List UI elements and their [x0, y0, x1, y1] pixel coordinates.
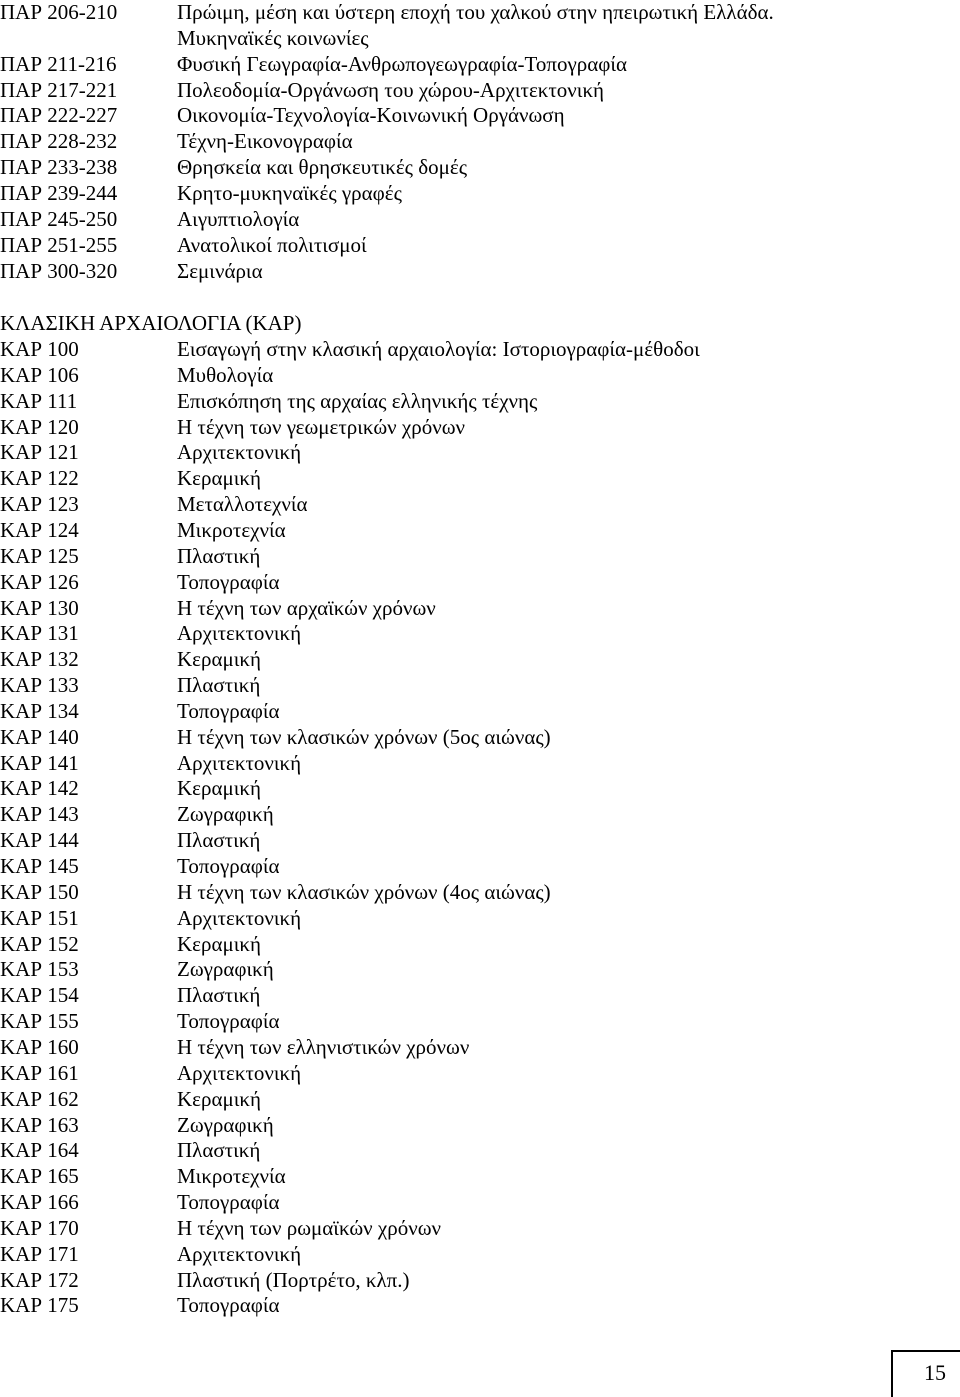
course-code: ΚΑΡ 144: [0, 828, 79, 853]
course-code: ΚΑΡ 145: [0, 854, 79, 878]
course-code: ΚΑΡ 175: [0, 1293, 79, 1318]
course-title: Πλαστική: [177, 673, 261, 698]
course-title: Τοπογραφία: [177, 698, 280, 723]
course-title: Τέχνη-Εικονογραφία: [177, 129, 353, 154]
course-code: ΠΑΡ 206-210: [0, 0, 118, 24]
course-title: Ζωγραφική: [177, 957, 274, 982]
course-code: ΚΑΡ 111: [0, 388, 78, 413]
course-code: ΚΑΡ 150: [0, 879, 79, 904]
course-code: ΚΑΡ 166: [0, 1190, 79, 1215]
course-code: ΚΑΡ 155: [0, 1009, 79, 1034]
course-code: ΚΑΡ 164: [0, 1138, 79, 1163]
course-title: Πλαστική (Πορτρέτο, κλπ.): [177, 1267, 410, 1292]
course-title: Ανατολικοί πολιτισμοί: [177, 232, 367, 257]
course-code: ΚΑΡ 165: [0, 1164, 79, 1189]
course-code: ΚΑΡ 126: [0, 569, 79, 594]
page-number: 15: [891, 1350, 960, 1397]
course-code: ΠΑΡ 233-238: [0, 155, 118, 180]
course-title: Μεταλλοτεχνία: [177, 492, 308, 517]
course-title: Τοπογραφία: [177, 569, 280, 594]
course-title: Μικροτεχνία: [177, 1164, 286, 1189]
course-code: ΚΑΡ 122: [0, 466, 79, 491]
course-title: Μυθολογία: [177, 362, 274, 387]
course-title: Επισκόπηση της αρχαίας ελληνικής τέχνης: [177, 388, 538, 413]
course-code: ΚΑΡ 141: [0, 750, 79, 775]
course-title: Αρχιτεκτονική: [177, 440, 302, 465]
course-title: Οικονομία-Τεχνολογία-Κοινωνική Οργάνωση: [177, 103, 565, 128]
course-title: Τοπογραφία: [177, 1190, 280, 1215]
course-title: Εισαγωγή στην κλασική αρχαιολογία: Ιστοριογραφία-μέθοδοι: [177, 337, 700, 361]
course-title: Πλαστική: [177, 543, 261, 568]
section-heading: ΚΛΑΣΙΚΗ ΑΡΧΑΙΟΛΟΓΙΑ (ΚΑΡ): [0, 311, 302, 335]
course-code: ΠΑΡ 251-255: [0, 232, 118, 257]
course-code: ΠΑΡ 245-250: [0, 206, 118, 231]
course-code: ΚΑΡ 163: [0, 1112, 79, 1137]
course-title: Πλαστική: [177, 983, 261, 1008]
course-title: Τοπογραφία: [177, 854, 280, 878]
course-title: Σεμινάρια: [177, 258, 263, 283]
course-title: Αρχιτεκτονική: [177, 750, 302, 775]
course-code: ΚΑΡ 130: [0, 595, 79, 620]
course-title: Πολεοδομία-Οργάνωση του χώρου-Αρχιτεκτονική: [177, 77, 605, 102]
course-title: Τοπογραφία: [177, 1009, 280, 1034]
course-code: ΠΑΡ 217-221: [0, 77, 118, 102]
course-code: ΚΑΡ 124: [0, 517, 79, 542]
course-title: Κεραμική: [177, 647, 261, 672]
course-title: Πρώιμη, μέση και ύστερη εποχή του χαλκού στην ηπειρωτική Ελλάδα.: [177, 0, 774, 24]
course-code: ΠΑΡ 222-227: [0, 103, 118, 128]
course-title: Κρητο-μυκηναϊκές γραφές: [177, 180, 402, 205]
course-code: ΚΑΡ 160: [0, 1034, 79, 1059]
course-title: Αρχιτεκτονική: [177, 905, 302, 930]
course-code: ΠΑΡ 239-244: [0, 180, 118, 205]
course-code: ΠΑΡ 228-232: [0, 129, 118, 154]
course-title: Κεραμική: [177, 1086, 261, 1111]
course-title: Αρχιτεκτονική: [177, 1241, 302, 1266]
course-code: ΠΑΡ 300-320: [0, 258, 118, 283]
course-code: ΚΑΡ 171: [0, 1241, 79, 1266]
course-code: ΚΑΡ 121: [0, 440, 79, 465]
course-code: ΚΑΡ 106: [0, 362, 79, 387]
course-code: ΚΑΡ 143: [0, 802, 79, 827]
course-code: ΚΑΡ 125: [0, 543, 79, 568]
course-title: Φυσική Γεωγραφία-Ανθρωπογεωγραφία-Τοπογραφία: [177, 51, 628, 76]
course-title: Η τέχνη των κλασικών χρόνων (4ος αιώνας): [177, 879, 551, 904]
course-title: Μυκηναϊκές κοινωνίες: [177, 25, 369, 50]
course-title: Πλαστική: [177, 828, 261, 853]
course-code: ΚΑΡ 153: [0, 957, 79, 982]
course-title: Πλαστική: [177, 1138, 261, 1163]
course-code: ΚΑΡ 162: [0, 1086, 79, 1111]
course-title: Η τέχνη των αρχαϊκών χρόνων: [177, 595, 436, 620]
course-title: Αρχιτεκτονική: [177, 1060, 302, 1085]
course-code: ΚΑΡ 172: [0, 1267, 79, 1292]
course-code: ΚΑΡ 154: [0, 983, 79, 1008]
course-code: ΚΑΡ 170: [0, 1215, 79, 1240]
course-code: ΠΑΡ 211-216: [0, 51, 117, 76]
course-title: Τοπογραφία: [177, 1293, 280, 1318]
course-code: ΚΑΡ 132: [0, 647, 79, 672]
course-title: Η τέχνη των γεωμετρικών χρόνων: [177, 414, 466, 439]
course-code: ΚΑΡ 123: [0, 492, 79, 517]
course-title: Αιγυπτιολογία: [177, 206, 300, 231]
course-code: ΚΑΡ 140: [0, 724, 79, 749]
course-title: Ζωγραφική: [177, 802, 274, 827]
course-title: Κεραμική: [177, 466, 261, 491]
course-title: Μικροτεχνία: [177, 517, 286, 542]
course-title: Η τέχνη των ρωμαϊκών χρόνων: [177, 1215, 442, 1240]
course-title: Κεραμική: [177, 776, 261, 801]
course-code: ΚΑΡ 161: [0, 1060, 79, 1085]
course-title: Κεραμική: [177, 931, 261, 956]
course-code: ΚΑΡ 133: [0, 673, 79, 698]
course-code: ΚΑΡ 142: [0, 776, 79, 801]
course-title: Αρχιτεκτονική: [177, 621, 302, 646]
course-code: ΚΑΡ 100: [0, 337, 79, 361]
course-title: Η τέχνη των ελληνιστικών χρόνων: [177, 1034, 470, 1059]
course-code: ΚΑΡ 151: [0, 905, 79, 930]
course-code: ΚΑΡ 131: [0, 621, 79, 646]
course-code: ΚΑΡ 120: [0, 414, 79, 439]
course-title: Θρησκεία και θρησκευτικές δομές: [177, 155, 468, 180]
course-title: Ζωγραφική: [177, 1112, 274, 1137]
course-code: ΚΑΡ 152: [0, 931, 79, 956]
course-code: ΚΑΡ 134: [0, 698, 79, 723]
course-title: Η τέχνη των κλασικών χρόνων (5ος αιώνας): [177, 724, 551, 749]
